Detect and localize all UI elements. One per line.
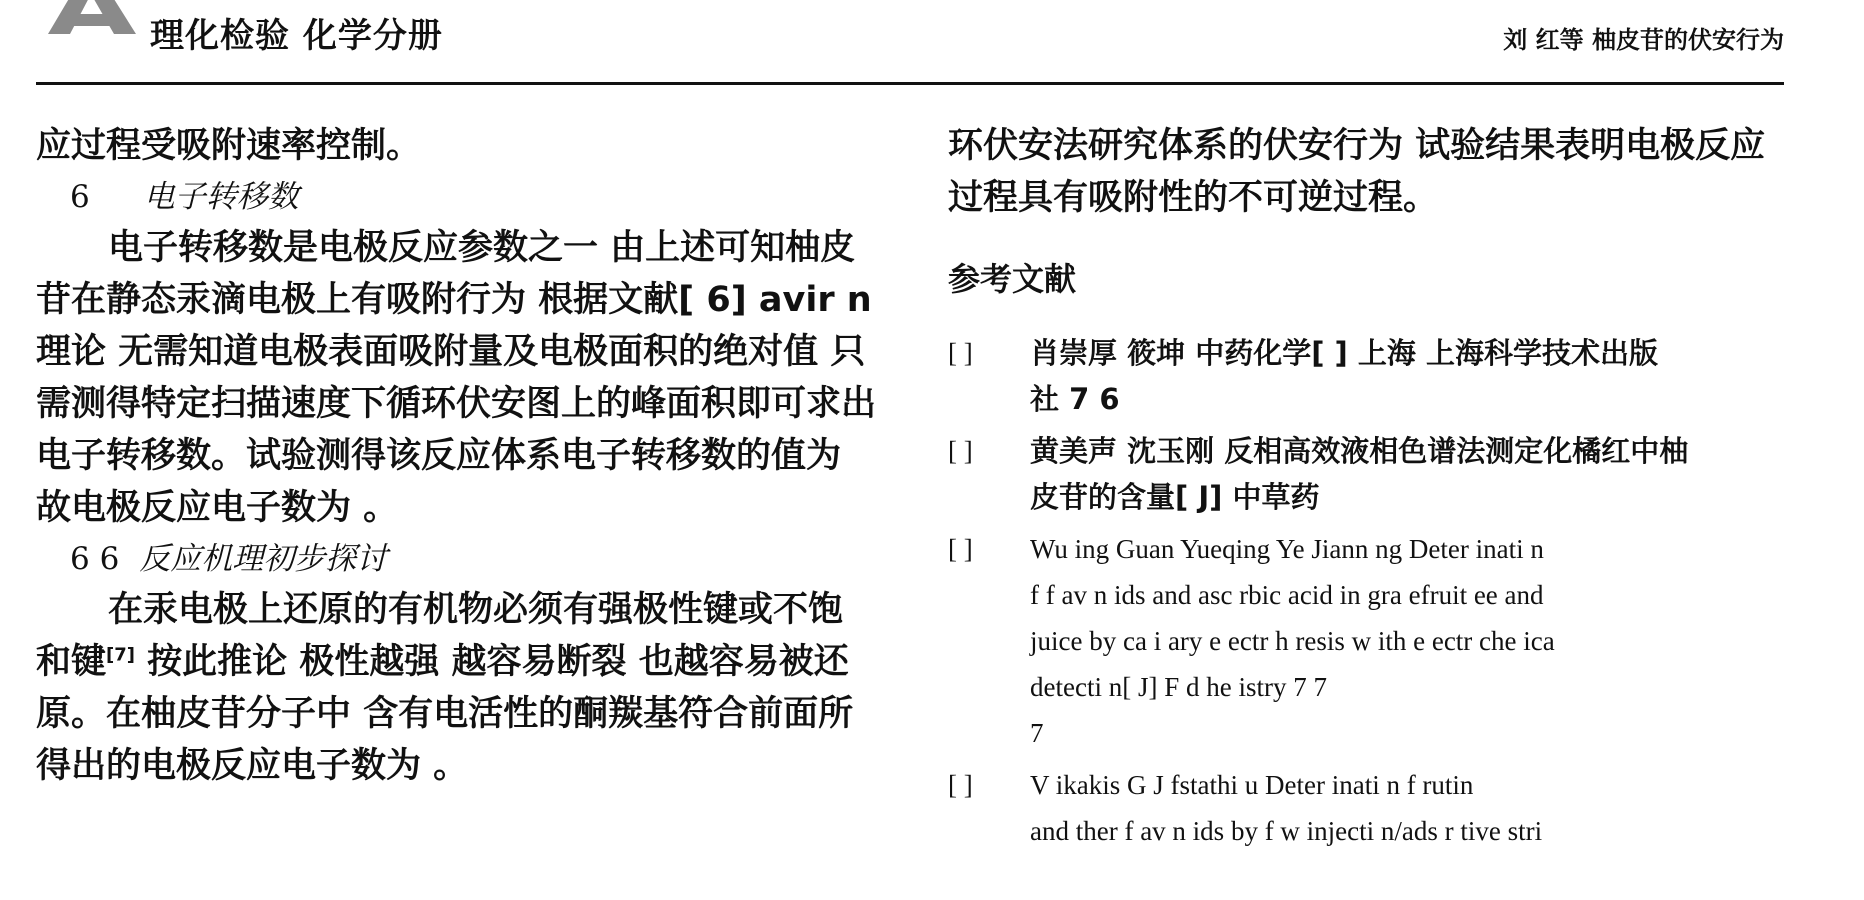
body-paragraph [36,584,876,792]
section-title: 电子转移数 [143,179,299,215]
reference-text: and ther f av n ids by f w injecti n/ads r tive stri [1030,816,1543,846]
body-text: 在汞电极上还原的有机物必须有强极性键或不饱和键 [36,590,844,682]
references-title: 参考文献 [948,260,1077,298]
left-column [36,120,876,792]
body-paragraph: 电子转移数是电极反应参数之一 由上述可知柚皮苷在静态汞滴电极上有吸附行为 根据文献[ 6] avir n 理论 无需知道电极表面吸附量及电极面积的绝对值 只需测得特定扫描速度下循环伏安图上的峰面积即可求出电子转移数。试验测得该反应体系电子转移数的值为 故电极反应电子数为 。 [36,228,877,528]
reference-number: [ ] [948,770,973,800]
running-head: 刘 红等 柚皮苷的伏安行为 [1503,26,1784,54]
section-number: 6 [70,179,90,215]
citation-superscript: [7] [106,644,135,666]
reference-item [948,330,1784,422]
section-title: 反应机理初步探讨 [139,541,388,577]
section-heading [36,172,876,222]
journal-logo-icon [40,0,140,46]
reference-item [948,428,1784,520]
right-column [948,120,1784,860]
reference-text: 黄美声 沈玉刚 反相高效液相色谱法测定化橘红中柚 [1030,434,1689,468]
reference-text: f f av n ids and asc rbic acid in gra efruit ee and [1030,580,1544,610]
section-heading [36,534,876,584]
reference-text: V ikakis G J fstathi u Deter inati n f rutin [1030,770,1474,800]
reference-text: Wu ing Guan Yueqing Ye Jiann ng Deter inati n [1030,534,1544,564]
body-text: 按此推论 极性越强 越容易断裂 也越容易被还原。在柚皮苷分子中 含有电活性的酮羰基符合前面所得出的电极反应电子数为 。 [36,642,854,786]
reference-number: [ ] [948,338,973,368]
reference-text: 社 7 6 [1030,382,1120,416]
header-rule [36,82,1784,85]
reference-text: 7 [1030,718,1044,748]
reference-number: [ ] [948,534,973,564]
reference-item [948,526,1784,756]
body-paragraph: 应过程受吸附速率控制。 [36,126,422,166]
reference-number: [ ] [948,436,973,466]
section-number: 6 6 [70,541,120,577]
reference-text: 肖崇厚 筱坤 中药化学[ ] 上海 上海科学技术出版 [1030,336,1658,370]
reference-text: detecti n[ J] F d he istry 7 7 [1030,672,1327,702]
reference-text: juice by ca i ary e ectr h resis w ith e ectr che ica [1030,626,1555,656]
journal-title: 理化检验 化学分册 [150,16,443,56]
body-paragraph: 环伏安法研究体系的伏安行为 试验结果表明电极反应过程具有吸附性的不可逆过程。 [948,126,1766,218]
reference-item [948,762,1784,854]
reference-text: 皮苷的含量[ J] 中草药 [1030,480,1320,514]
